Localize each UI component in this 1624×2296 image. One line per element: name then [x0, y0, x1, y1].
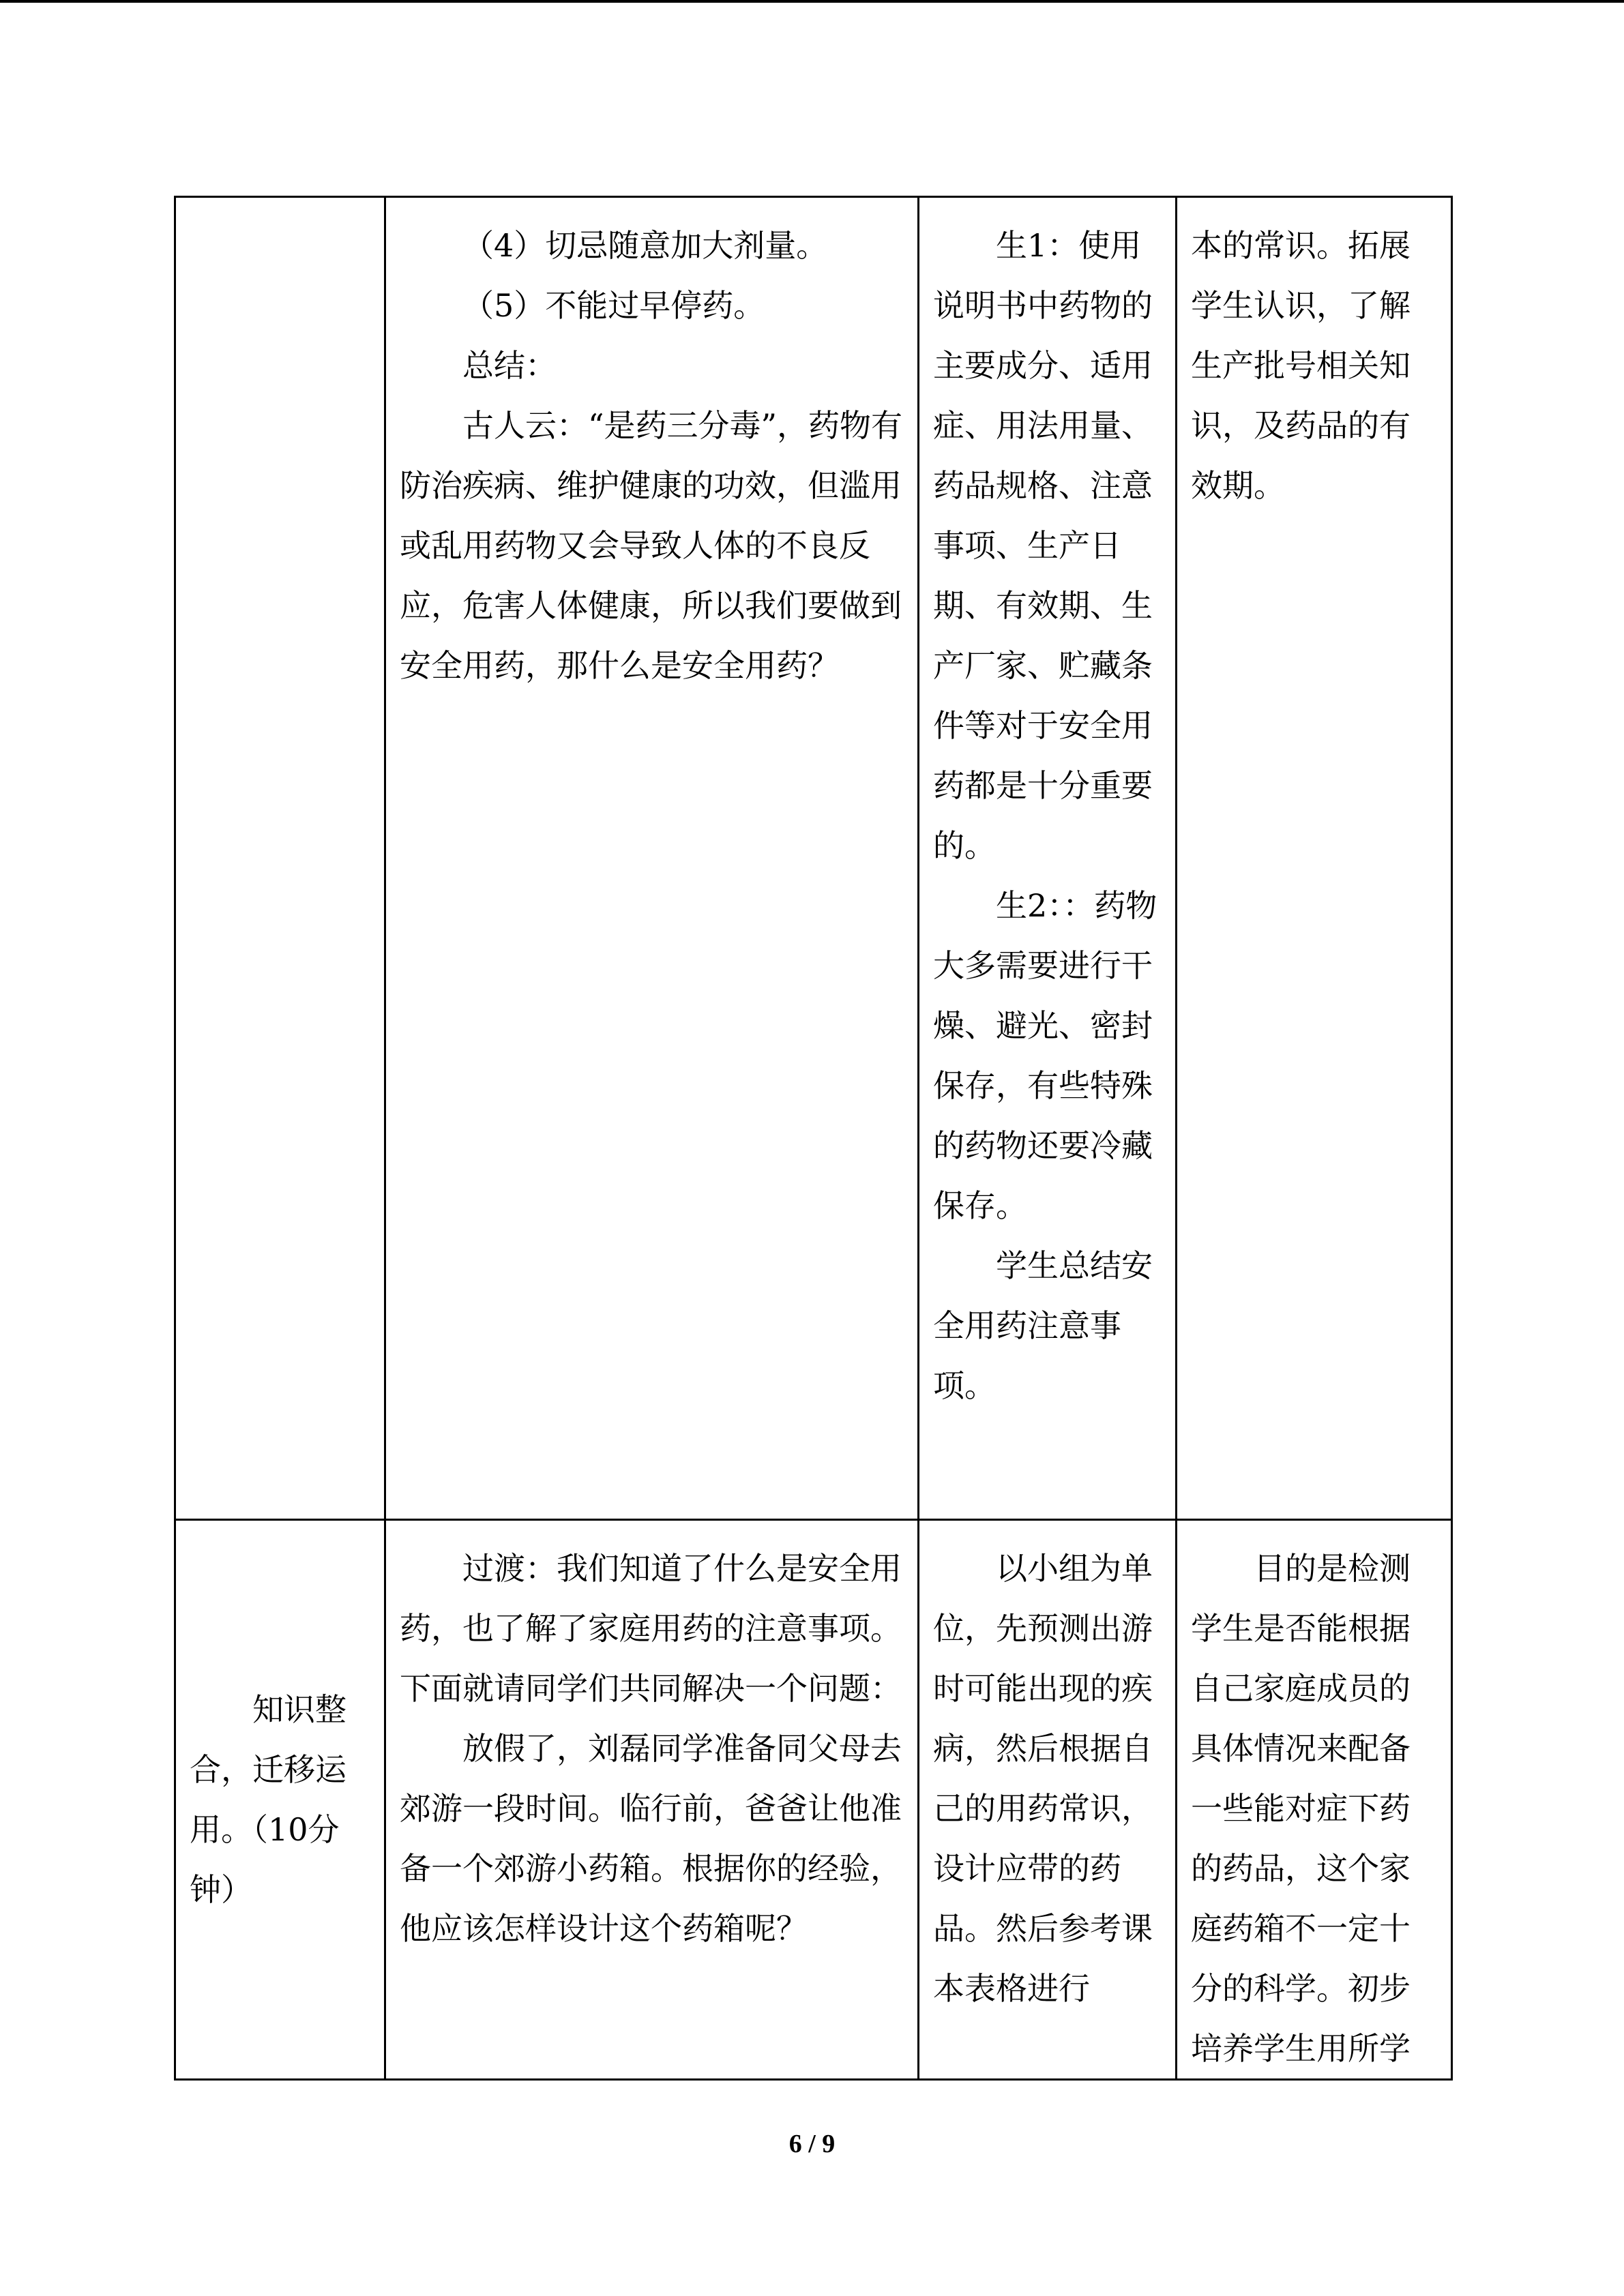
student-paragraph: 学生总结安全用药注意事项。: [933, 1247, 1153, 1404]
teacher-activity-cell: [385, 197, 919, 1520]
teacher-paragraph: （4）切忌随意加大剂量。: [462, 227, 828, 264]
table-row: [175, 1520, 1452, 2080]
student-paragraph: 生1：使用说明书中药物的主要成分、适用症、用法用量、药品规格、注意事项、生产日期、有效期、生产厂家、贮藏条件等对于安全用药都是十分重要的。: [933, 227, 1153, 864]
stage-text: 知识整合，迁移运用。（10分钟）: [190, 1691, 346, 1908]
table-row: [175, 197, 1452, 1520]
teacher-paragraph: （5）不能过早停药。: [462, 287, 765, 324]
teacher-paragraph: 放假了，刘磊同学准备同父母去郊游一段时间。临行前，爸爸让他准备一个郊游小药箱。根据你的经验，他应该怎样设计这个药箱呢？: [400, 1730, 902, 1947]
design-intent-cell: [1177, 1520, 1452, 2080]
stage-cell: [175, 197, 385, 1520]
teacher-activity-cell: [385, 1520, 919, 2080]
intent-paragraph: 本的常识。拓展学生认识，了解生产批号相关知识，及药品的有效期。: [1191, 227, 1411, 504]
page-top-border: [0, 0, 1624, 3]
student-paragraph: 生2：：药物大多需要进行干燥、避光、密封保存，有些特殊的药物还要冷藏保存。: [933, 887, 1157, 1224]
student-paragraph: 以小组为单位，先预测出游时可能出现的疾病，然后根据自己的用药常识，设计应带的药品。然后参考课本表格进行: [933, 1550, 1153, 2007]
teacher-paragraph: 古人云：“是药三分毒”，药物有防治疾病、维护健康的功效，但滥用或乱用药物又会导致人体的不良反应，危害人体健康，所以我们要做到安全用药，那什么是安全用药？: [400, 407, 903, 684]
teacher-paragraph: 总结：: [462, 347, 557, 384]
student-activity-cell: [919, 1520, 1177, 2080]
design-intent-cell: [1177, 197, 1452, 1520]
intent-paragraph: 目的是检测学生是否能根据自己家庭成员的具体情况来配备一些能对症下药的药品，这个家庭药箱不一定十分的科学。初步培养学生用所学: [1191, 1550, 1411, 2067]
page-number: 6 / 9: [788, 2130, 836, 2158]
stage-cell: [175, 1520, 385, 2080]
teacher-paragraph: 过渡：我们知道了什么是安全用药，也了解了家庭用药的注意事项。下面就请同学们共同解决一个问题：: [400, 1550, 902, 1707]
student-activity-cell: [919, 197, 1177, 1520]
lesson-plan-table: [174, 196, 1453, 2081]
